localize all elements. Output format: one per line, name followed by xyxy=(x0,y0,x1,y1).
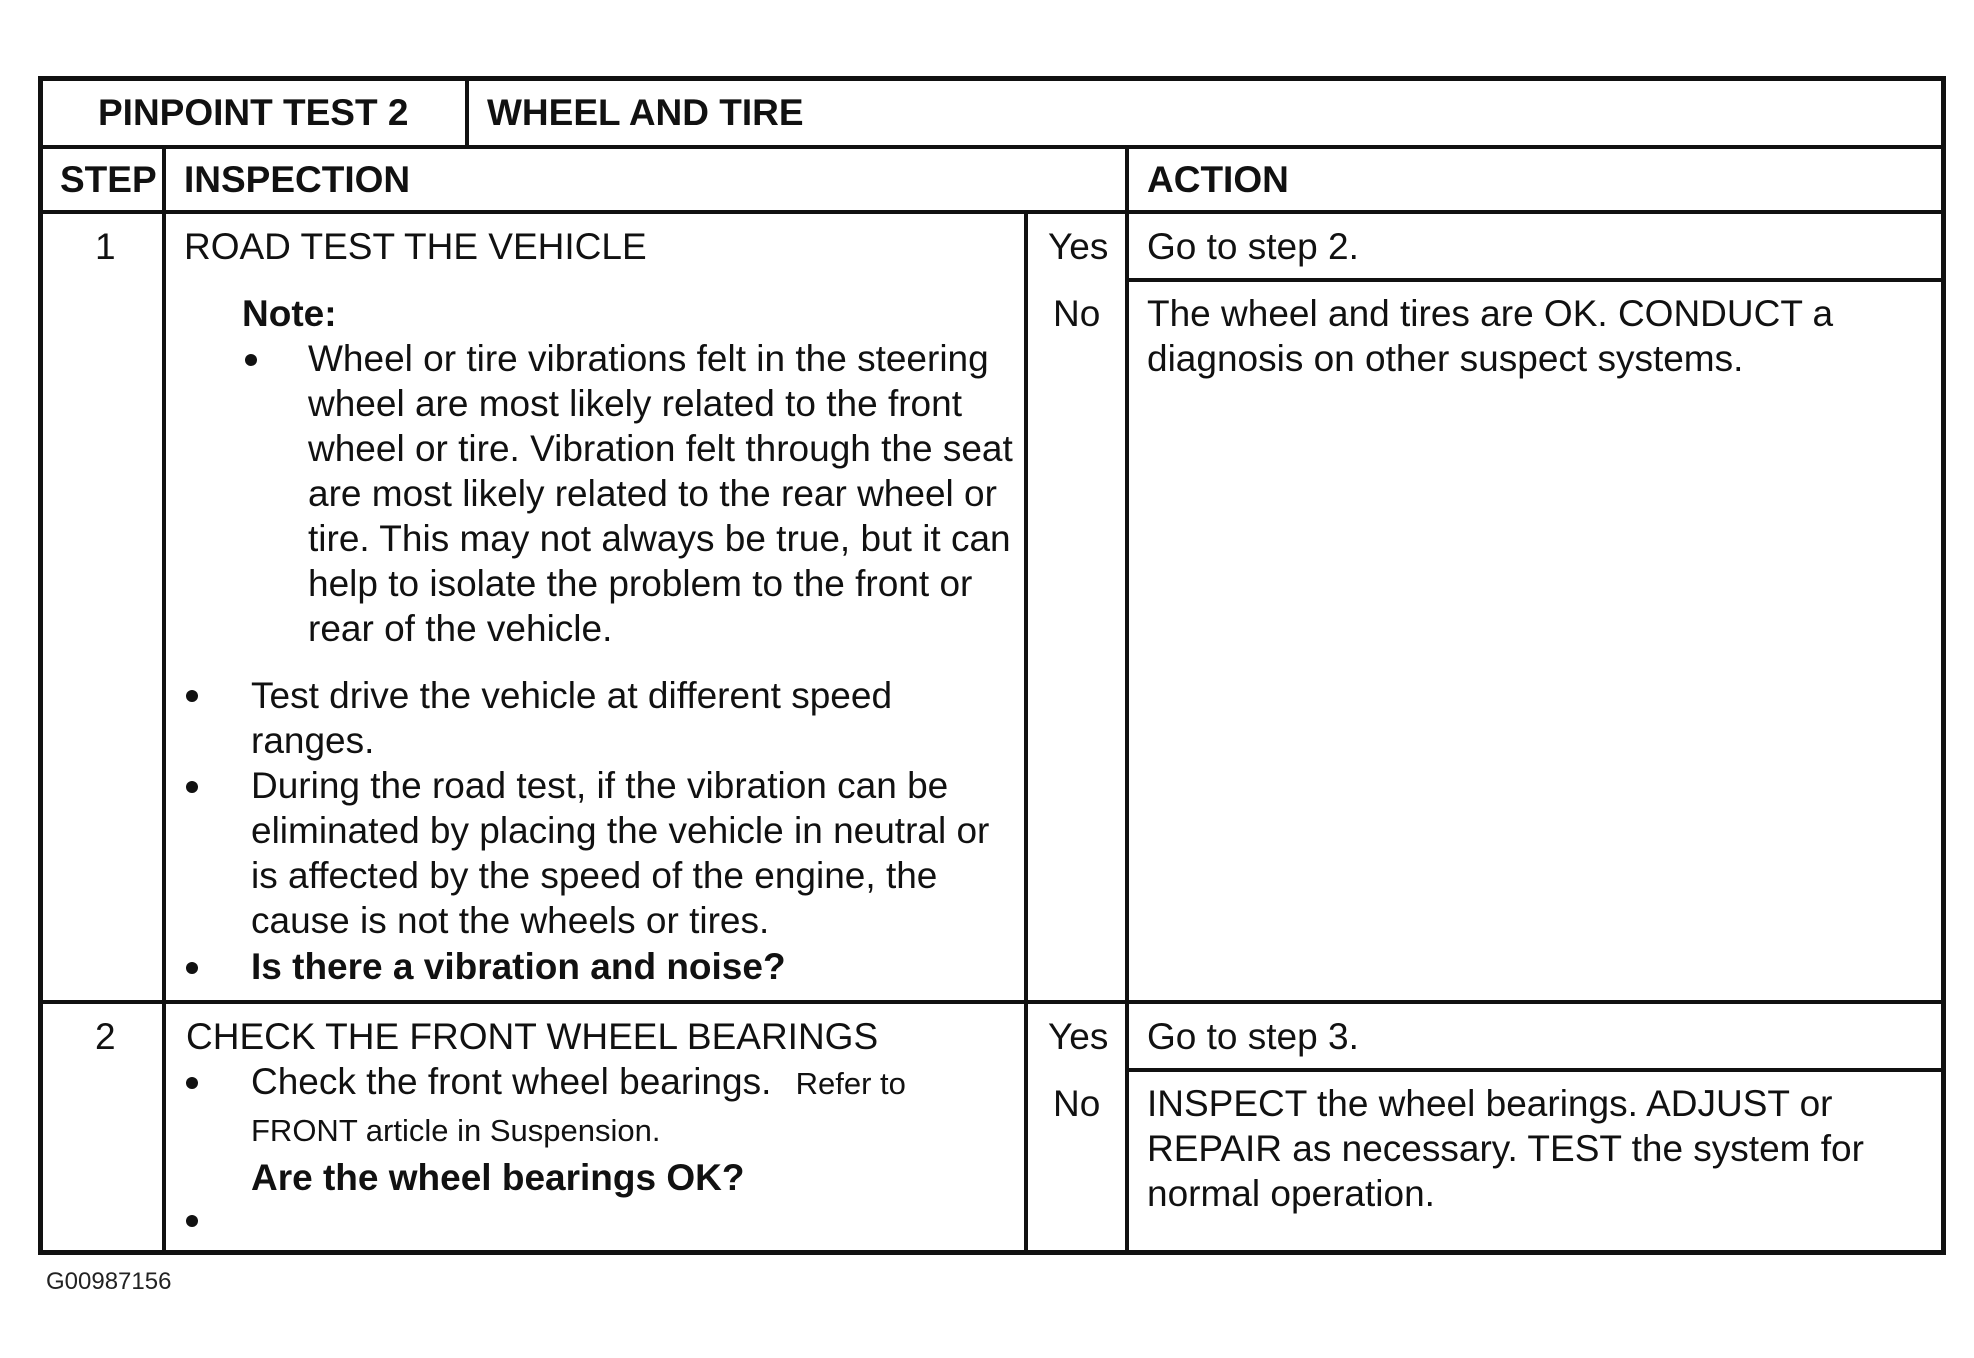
bullet-line: Test drive the vehicle at different speed xyxy=(251,675,893,716)
step-2-number: 2 xyxy=(95,1016,116,1057)
action-line: The wheel and tires are OK. CONDUCT a xyxy=(1147,293,1834,334)
step-1-title: ROAD TEST THE VEHICLE xyxy=(184,226,647,267)
step-1-no-label: No xyxy=(1053,293,1101,334)
table-border-left xyxy=(38,76,43,1255)
step-1-bullet-1-dot xyxy=(186,690,198,702)
rule-yesno-col xyxy=(1024,212,1028,1253)
column-header-action: ACTION xyxy=(1147,159,1289,200)
step-1-question-dot xyxy=(186,962,198,974)
note-line: wheel or tire. Vibration felt through the seat xyxy=(308,428,1013,469)
action-line: REPAIR as necessary. TEST the system for xyxy=(1147,1128,1864,1169)
step-1-note-bullet xyxy=(245,354,257,366)
note-line: wheel are most likely related to the front xyxy=(308,383,962,424)
step-1-number: 1 xyxy=(95,226,116,267)
bullet-line: ranges. xyxy=(251,720,375,761)
step-2-no-action xyxy=(1147,1081,1864,1216)
step-2-question: Are the wheel bearings OK? xyxy=(251,1157,745,1198)
rule-title-divider xyxy=(465,76,469,147)
action-line: normal operation. xyxy=(1147,1173,1435,1214)
step-2-yes-label: Yes xyxy=(1048,1016,1109,1057)
rule-below-title xyxy=(38,145,1946,149)
step-1-bullet-1 xyxy=(251,673,892,763)
action-line: INSPECT the wheel bearings. ADJUST or xyxy=(1147,1083,1833,1124)
pinpoint-test-label: PINPOINT TEST 2 xyxy=(98,92,409,133)
step-2-title: CHECK THE FRONT WHEEL BEARINGS xyxy=(186,1016,879,1057)
step-1-bullet-2-dot xyxy=(186,781,198,793)
step-2-yes-action: Go to step 3. xyxy=(1147,1016,1359,1057)
step-1-yes-label: Yes xyxy=(1048,226,1109,267)
rule-action-col xyxy=(1125,147,1129,1253)
bullet-line: is affected by the speed of the engine, the xyxy=(251,855,938,896)
figure-id: G00987156 xyxy=(46,1268,172,1295)
table-border-bottom xyxy=(38,1250,1946,1255)
action-line: diagnosis on other suspect systems. xyxy=(1147,338,1744,379)
note-line: tire. This may not always be true, but it can xyxy=(308,518,1011,559)
step-1-question: Is there a vibration and noise? xyxy=(251,946,786,987)
step-1-yes-action: Go to step 2. xyxy=(1147,226,1359,267)
rule-below-columns xyxy=(38,210,1946,214)
step-1-bullet-2 xyxy=(251,763,989,943)
rule-step2-yes xyxy=(1127,1068,1946,1072)
pinpoint-test-title: WHEEL AND TIRE xyxy=(487,92,804,133)
rule-between-steps xyxy=(38,1000,1946,1004)
refer-to-text: Refer to xyxy=(795,1066,906,1101)
note-line: are most likely related to the rear wheel or xyxy=(308,473,997,514)
note-line: Wheel or tire vibrations felt in the steering xyxy=(308,338,989,379)
note-line: rear of the vehicle. xyxy=(308,608,613,649)
bullet-line: During the road test, if the vibration can be xyxy=(251,765,949,806)
step-2-bullet-1-text xyxy=(251,1059,906,1106)
step-2-bullet-2-dot xyxy=(186,1215,198,1227)
rule-step1-yes xyxy=(1127,278,1946,282)
step-1-note-text xyxy=(308,336,1013,651)
step-2-refer-line2: FRONT article in Suspension. xyxy=(251,1113,661,1148)
rule-step-col xyxy=(162,147,166,1253)
column-header-step: STEP xyxy=(60,159,157,200)
step-1-note-label: Note: xyxy=(242,293,337,334)
bullet-line: cause is not the wheels or tires. xyxy=(251,900,770,941)
table-border-top xyxy=(38,76,1946,81)
check-bearings-text: Check the front wheel bearings. xyxy=(251,1061,772,1102)
bullet-line: eliminated by placing the vehicle in neutral or xyxy=(251,810,990,851)
step-2-bullet-1-dot xyxy=(186,1077,198,1089)
step-1-no-action xyxy=(1147,291,1833,381)
step-2-no-label: No xyxy=(1053,1083,1101,1124)
table-border-right xyxy=(1941,76,1946,1255)
column-header-inspection: INSPECTION xyxy=(184,159,411,200)
note-line: help to isolate the problem to the front or xyxy=(308,563,973,604)
